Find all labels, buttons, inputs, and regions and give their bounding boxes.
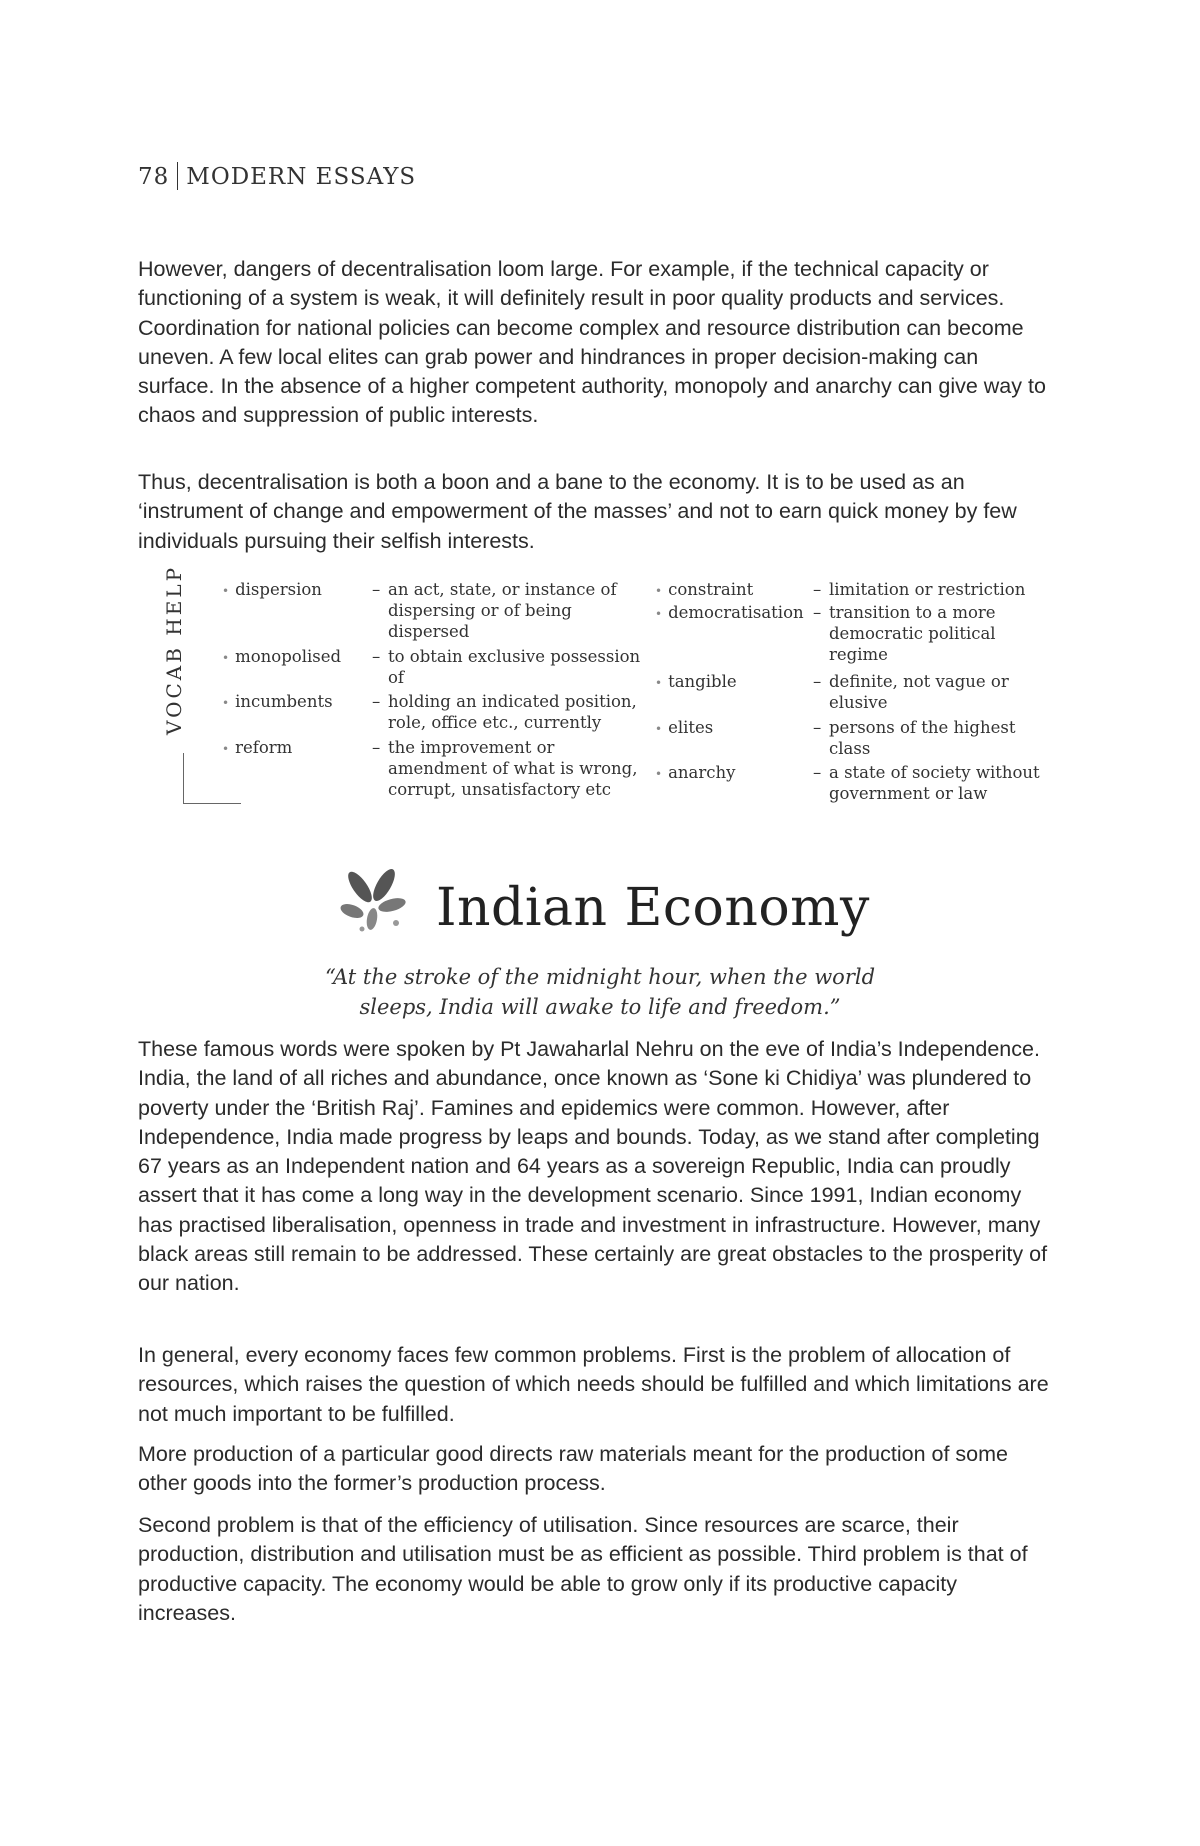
vocab-definition: limitation or restriction [829,580,1026,599]
vocab-bracket-horizontal [183,803,241,804]
vocab-term: • incumbents [222,691,333,714]
vocab-term: • democratisation [655,602,804,625]
vocab-term: • reform [222,737,292,760]
quote-line: “At the stroke of the midnight hour, when the world [324,965,876,989]
paragraph-economic-problems: In general, every economy faces few common problems. First is the problem of allocation of resources, which raises the question of which needs should be fulfilled and which limitations are not much important to be fulfilled. [138,1343,1049,1426]
paragraph-production: More production of a particular good directs raw materials meant for the production of some other goods into the former’s production process. [138,1442,1008,1496]
page-number: 78 [138,164,170,190]
vocab-definition: holding an indicated position, role, office etc., currently [388,692,637,732]
vocab-term: • tangible [655,671,737,694]
vocab-help-box: VOCAB HELP • dispersion – an act, state, or instance of dispersing or of being dispersed • monopolised – to obtain exclusive possession of • incumbents – holding an indicated position, role, office etc., currently • reform – the improvement or amendment of what is wrong, corrupt, unsatisfactory etc • constraint – limitation or restriction • democratisation – transition to a more democratic political regime • tangible – definite, not vague or elusive • elites – persons of the highest class • anarchy – a state of society without government or law [170,575,1060,810]
header-divider [177,162,178,190]
paragraph-efficiency: Second problem is that of the efficiency of utilisation. Since resources are scarce, their production, distribution and utilisation must be as efficient as possible. Third problem is that of productive capacity. The economy would be able to grow only if its productive capacity increases. [138,1513,1028,1625]
vocab-term: • dispersion [222,579,322,602]
vocab-term: • monopolised [222,646,341,669]
vocab-definition: persons of the highest class [829,718,1016,758]
paragraph-decentralisation-conclusion: Thus, decentralisation is both a boon and a bane to the economy. It is to be used as an ‘instrument of change and empowerment of the masses’ and not to earn quick money by few individuals pursuing their selfish interests. [138,470,1017,553]
vocab-definition: the improvement or amendment of what is wrong, corrupt, unsatisfactory etc [388,738,638,799]
vocab-term: • elites [655,717,713,740]
vocab-help-title: VOCAB HELP [162,564,186,735]
vocab-term: • anarchy [655,762,735,785]
section-title: Indian Economy [436,878,870,938]
paragraph-decentralisation-dangers: However, dangers of decentralisation loom large. For example, if the technical capacity or functioning of a system is weak, it will definitely result in poor quality products and services. Coordination for national policies can become complex and resource distribution can become uneven. A few local elites can grab power and hindrances in proper decision-making can surface. In the absence of a higher competent authority, monopoly and anarchy can give way to chaos and suppression of public interests. [138,257,1046,428]
vocab-definition: to obtain exclusive possession of [388,647,641,687]
page-header [138,162,416,190]
vocab-definition: an act, state, or instance of dispersing or of being dispersed [388,580,617,641]
vocab-definition: transition to a more democratic political regime [829,603,996,664]
quote-line: sleeps, India will awake to life and freedom.” [359,995,841,1019]
nehru-quote [300,962,900,1022]
vocab-term: • constraint [655,579,753,602]
vocab-bracket-vertical [183,753,184,803]
leaf-sprig-icon [338,865,410,937]
book-title: MODERN ESSAYS [186,164,417,190]
vocab-definition: definite, not vague or elusive [829,672,1009,712]
vocab-definition: a state of society without government or law [829,763,1040,803]
paragraph-nehru-words: These famous words were spoken by Pt Jawaharlal Nehru on the eve of India’s Independence. India, the land of all riches and abundance, once known as ‘Sone ki Chidiya’ was plundered to poverty under the ‘British Raj’. Famines and epidemics were common. However, after Independence, India made progress by leaps and bounds. Today, as we stand after completing 67 years as an Independent nation and 64 years as a sovereign Republic, India can proudly assert that it has come a long way in the development scenario. Since 1991, Indian economy has practised liberalisation, openness in trade and investment in infrastructure. However, many black areas still remain to be addressed. These certainly are great obstacles to the prosperity of our nation. [138,1037,1048,1296]
